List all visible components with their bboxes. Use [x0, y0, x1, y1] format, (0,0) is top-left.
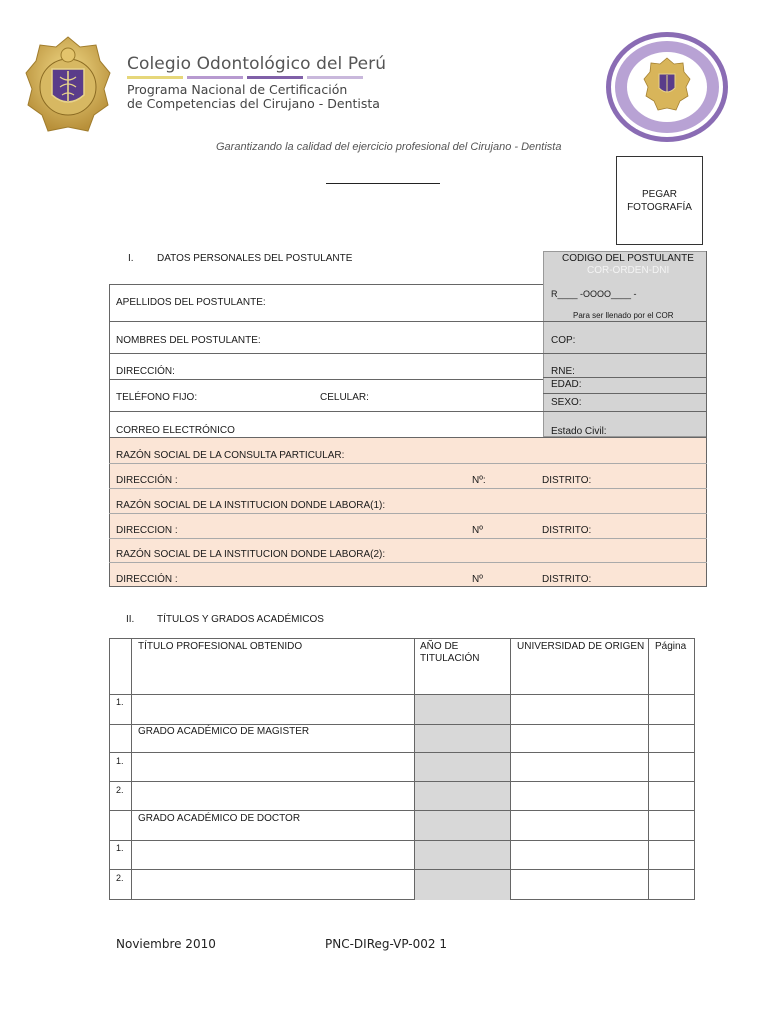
correo-label[interactable]: CORREO ELECTRÓNICO	[116, 425, 235, 436]
row-number: 2.	[116, 785, 124, 795]
nombres-label[interactable]: NOMBRES DEL POSTULANTE:	[116, 335, 261, 346]
direccion-label[interactable]: DIRECCIÓN:	[116, 366, 175, 377]
code-subtitle: COR-ORDEN-DNI	[587, 265, 670, 276]
rule	[648, 638, 649, 900]
doctor-heading: GRADO ACADÉMICO DE DOCTOR	[138, 813, 301, 824]
section-1-number: I.	[128, 253, 134, 264]
bar-2	[187, 76, 243, 79]
code-format[interactable]: R____ -OOOO____ -	[551, 289, 637, 299]
signature-line	[326, 183, 440, 184]
cop-label[interactable]: COP:	[551, 335, 576, 346]
rule	[109, 488, 707, 489]
photo-label-2: FOTOGRAFÍA	[627, 201, 692, 213]
footer-date: Noviembre 2010	[116, 937, 216, 951]
distrito-institucion-2-label[interactable]: DISTRITO:	[542, 574, 592, 585]
numero-institucion-2-label[interactable]: Nº	[472, 574, 483, 585]
rule	[414, 638, 415, 900]
row-number: 1.	[116, 843, 124, 853]
apellidos-label[interactable]: APELLIDOS DEL POSTULANTE:	[116, 297, 266, 308]
rule	[109, 781, 695, 782]
rule	[109, 694, 695, 695]
rule	[543, 393, 707, 394]
rule	[109, 752, 695, 753]
program-line-1: Programa Nacional de Certificación	[127, 82, 348, 97]
org-name: Colegio Odontológico del Perú	[127, 54, 387, 74]
code-title: CODIGO DEL POSTULANTE	[562, 253, 694, 264]
razon-consulta-label[interactable]: RAZÓN SOCIAL DE LA CONSULTA PARTICULAR:	[116, 450, 345, 461]
photo-box[interactable]	[616, 156, 703, 245]
celular-label[interactable]: CELULAR:	[320, 392, 369, 403]
distrito-consulta-label[interactable]: DISTRITO:	[542, 475, 592, 486]
section-2-number: II.	[126, 614, 135, 625]
telefono-label[interactable]: TELÉFONO FIJO:	[116, 392, 198, 403]
tagline: Garantizando la calidad del ejercicio profesional del Cirujano - Dentista	[216, 141, 562, 153]
section-2-title: TÍTULOS Y GRADOS ACADÉMICOS	[157, 614, 324, 625]
program-line-2: de Competencias del Cirujano - Dentista	[127, 96, 380, 111]
row-number: 2.	[116, 873, 124, 883]
row-number: 1.	[116, 697, 124, 707]
edad-label[interactable]: EDAD:	[551, 379, 582, 390]
bar-3	[247, 76, 303, 79]
section-1-title: DATOS PERSONALES DEL POSTULANTE	[157, 253, 353, 264]
numero-institucion-1-label[interactable]: Nº	[472, 525, 483, 536]
bar-1	[127, 76, 183, 79]
rule	[109, 353, 707, 354]
col-header-pagina: Página	[655, 641, 687, 652]
rule	[109, 869, 695, 870]
rule	[109, 513, 707, 514]
rule	[109, 411, 707, 412]
rule	[109, 321, 707, 322]
razon-institucion-2-label[interactable]: RAZÓN SOCIAL DE LA INSTITUCION DONDE LABORA(2):	[116, 549, 386, 560]
rule	[109, 463, 707, 464]
col-header-universidad: UNIVERSIDAD DE ORIGEN	[517, 641, 645, 652]
col-header-titulo: TÍTULO PROFESIONAL OBTENIDO	[138, 641, 303, 652]
rule	[109, 840, 695, 841]
row-number: 1.	[116, 756, 124, 766]
header-color-bars	[127, 76, 363, 79]
rule	[109, 810, 695, 811]
direccion-consulta-label[interactable]: DIRECCIÓN :	[116, 475, 178, 486]
razon-institucion-1-label[interactable]: RAZÓN SOCIAL DE LA INSTITUCION DONDE LABORA(1):	[116, 500, 386, 511]
magister-heading: GRADO ACADÉMICO DE MAGISTER	[138, 726, 310, 737]
footer-code: PNC-DIReg-VP-002 1	[325, 937, 447, 951]
code-note: Para ser llenado por el COR	[573, 311, 674, 320]
estado-civil-label[interactable]: Estado Civil:	[551, 426, 607, 437]
direccion-institucion-1-label[interactable]: DIRECCION :	[116, 525, 178, 536]
sexo-label[interactable]: SEXO:	[551, 397, 582, 408]
college-logo	[24, 33, 112, 141]
rule	[131, 638, 132, 900]
rule	[109, 538, 707, 539]
direccion-institucion-2-label[interactable]: DIRECCIÓN :	[116, 574, 178, 585]
photo-label-1: PEGAR	[641, 188, 677, 200]
bar-4	[307, 76, 363, 79]
col-header-anio-2: TITULACIÓN	[420, 653, 480, 664]
degrees-table	[109, 638, 695, 900]
rule	[109, 379, 543, 380]
rule	[109, 724, 695, 725]
rne-label[interactable]: RNE:	[551, 366, 575, 377]
distrito-institucion-1-label[interactable]: DISTRITO:	[542, 525, 592, 536]
rule	[543, 377, 707, 378]
rule	[510, 638, 511, 900]
rule	[109, 562, 707, 563]
certification-seal	[604, 30, 730, 144]
col-header-anio-1: AÑO DE	[420, 641, 459, 652]
rule	[109, 284, 543, 285]
numero-consulta-label[interactable]: Nº:	[472, 475, 486, 486]
